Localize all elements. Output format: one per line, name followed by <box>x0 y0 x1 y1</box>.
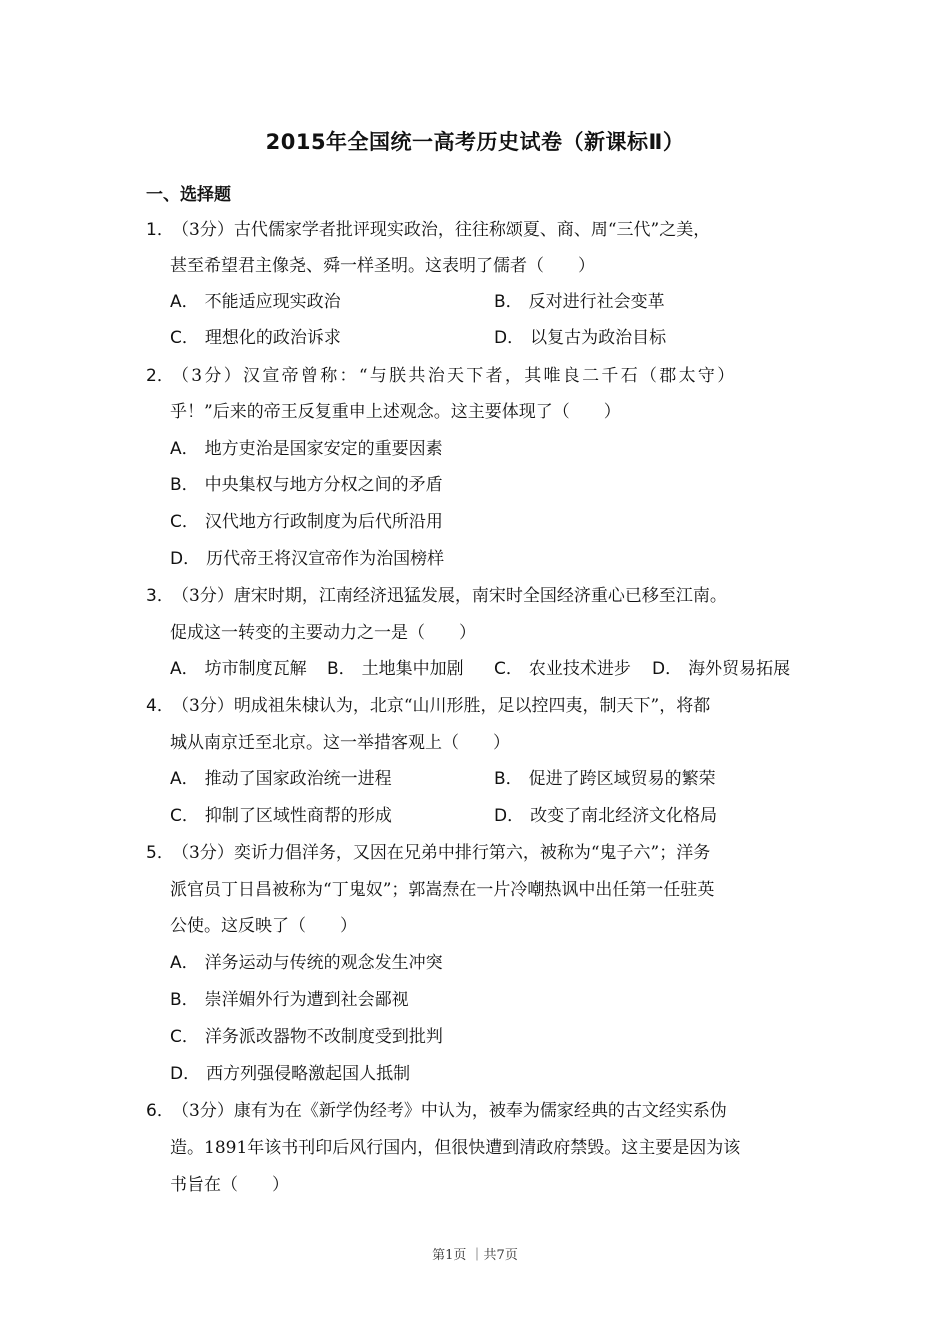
option-a: A． 地方吏治是国家安定的重要因素 <box>170 439 443 459</box>
question-text: （3分）康有为在《新学伪经考》中认为，被奉为儒家经典的古文经实系伪 <box>172 1101 727 1121</box>
page-title: 2015年全国统一高考历史试卷（新课标Ⅱ） <box>265 130 685 154</box>
question-text: 公使。这反映了（ ） <box>170 916 357 936</box>
question-text: 造。1891年该书刊印后风行国内，但很快遭到清政府禁毁。这主要是因为该 <box>170 1138 741 1158</box>
option-c: C． 农业技术进步 <box>494 659 631 679</box>
option-d: D． 改变了南北经济文化格局 <box>494 806 718 826</box>
option-a: A． 不能适应现实政治 <box>170 292 341 312</box>
question-number: 2． <box>146 366 174 386</box>
option-a: A． 推动了国家政治统一进程 <box>170 769 392 789</box>
option-c: C． 理想化的政治诉求 <box>170 328 341 348</box>
section-heading: 一、选择题 <box>146 185 231 205</box>
option-d: D． 海外贸易拓展 <box>652 659 791 679</box>
question-text: 书旨在（ ） <box>170 1175 289 1195</box>
question-text: 乎！”后来的帝王反复重申上述观念。这主要体现了（ ） <box>170 402 621 422</box>
option-a: A． 洋务运动与传统的观念发生冲突 <box>170 953 443 973</box>
question-text: （3分）古代儒家学者批评现实政治，往往称颂夏、商、周“三代”之美， <box>172 220 711 240</box>
option-b: B． 崇洋媚外行为遭到社会鄙视 <box>170 990 409 1010</box>
question-text: （3分）奕䜣力倡洋务，又因在兄弟中排行第六，被称为“鬼子六”；洋务 <box>172 843 711 863</box>
question-number: 4． <box>146 696 174 716</box>
question-number: 1． <box>146 220 174 240</box>
question-number: 6． <box>146 1101 174 1121</box>
option-d: D． 以复古为政治目标 <box>494 328 667 348</box>
question-text: （3分）唐宋时期，江南经济迅猛发展，南宋时全国经济重心已移至江南。 <box>172 586 727 606</box>
option-b: B． 促进了跨区域贸易的繁荣 <box>494 769 716 789</box>
question-number: 5． <box>146 843 174 863</box>
option-b: B． 土地集中加剧 <box>327 659 464 679</box>
option-d: D． 历代帝王将汉宣帝作为治国榜样 <box>170 549 445 569</box>
question-text: （3分）汉宣帝曾称：“与朕共治天下者，其唯良二千石（郡太守） <box>172 366 737 386</box>
option-d: D． 西方列强侵略激起国人抵制 <box>170 1064 411 1084</box>
question-text: （3分）明成祖朱棣认为，北京“山川形胜，足以控四夷，制天下”，将都 <box>172 696 711 716</box>
question-number: 3． <box>146 586 174 606</box>
option-c: C． 抑制了区域性商帮的形成 <box>170 806 392 826</box>
option-a: A． 坊市制度瓦解 <box>170 659 307 679</box>
question-text: 派官员丁日昌被称为“丁鬼奴”；郭嵩焘在一片冷嘲热讽中出任第一任驻英 <box>170 880 715 900</box>
option-c: C． 汉代地方行政制度为后代所沿用 <box>170 512 443 532</box>
question-text: 甚至希望君主像尧、舜一样圣明。这表明了儒者（ ） <box>170 256 595 276</box>
page-footer: 第1页 ｜共7页 <box>432 1248 518 1263</box>
option-b: B． 中央集权与地方分权之间的矛盾 <box>170 475 443 495</box>
question-text: 促成这一转变的主要动力之一是（ ） <box>170 623 476 643</box>
question-text: 城从南京迁至北京。这一举措客观上（ ） <box>170 733 510 753</box>
option-c: C． 洋务派改器物不改制度受到批判 <box>170 1027 443 1047</box>
option-b: B． 反对进行社会变革 <box>494 292 665 312</box>
